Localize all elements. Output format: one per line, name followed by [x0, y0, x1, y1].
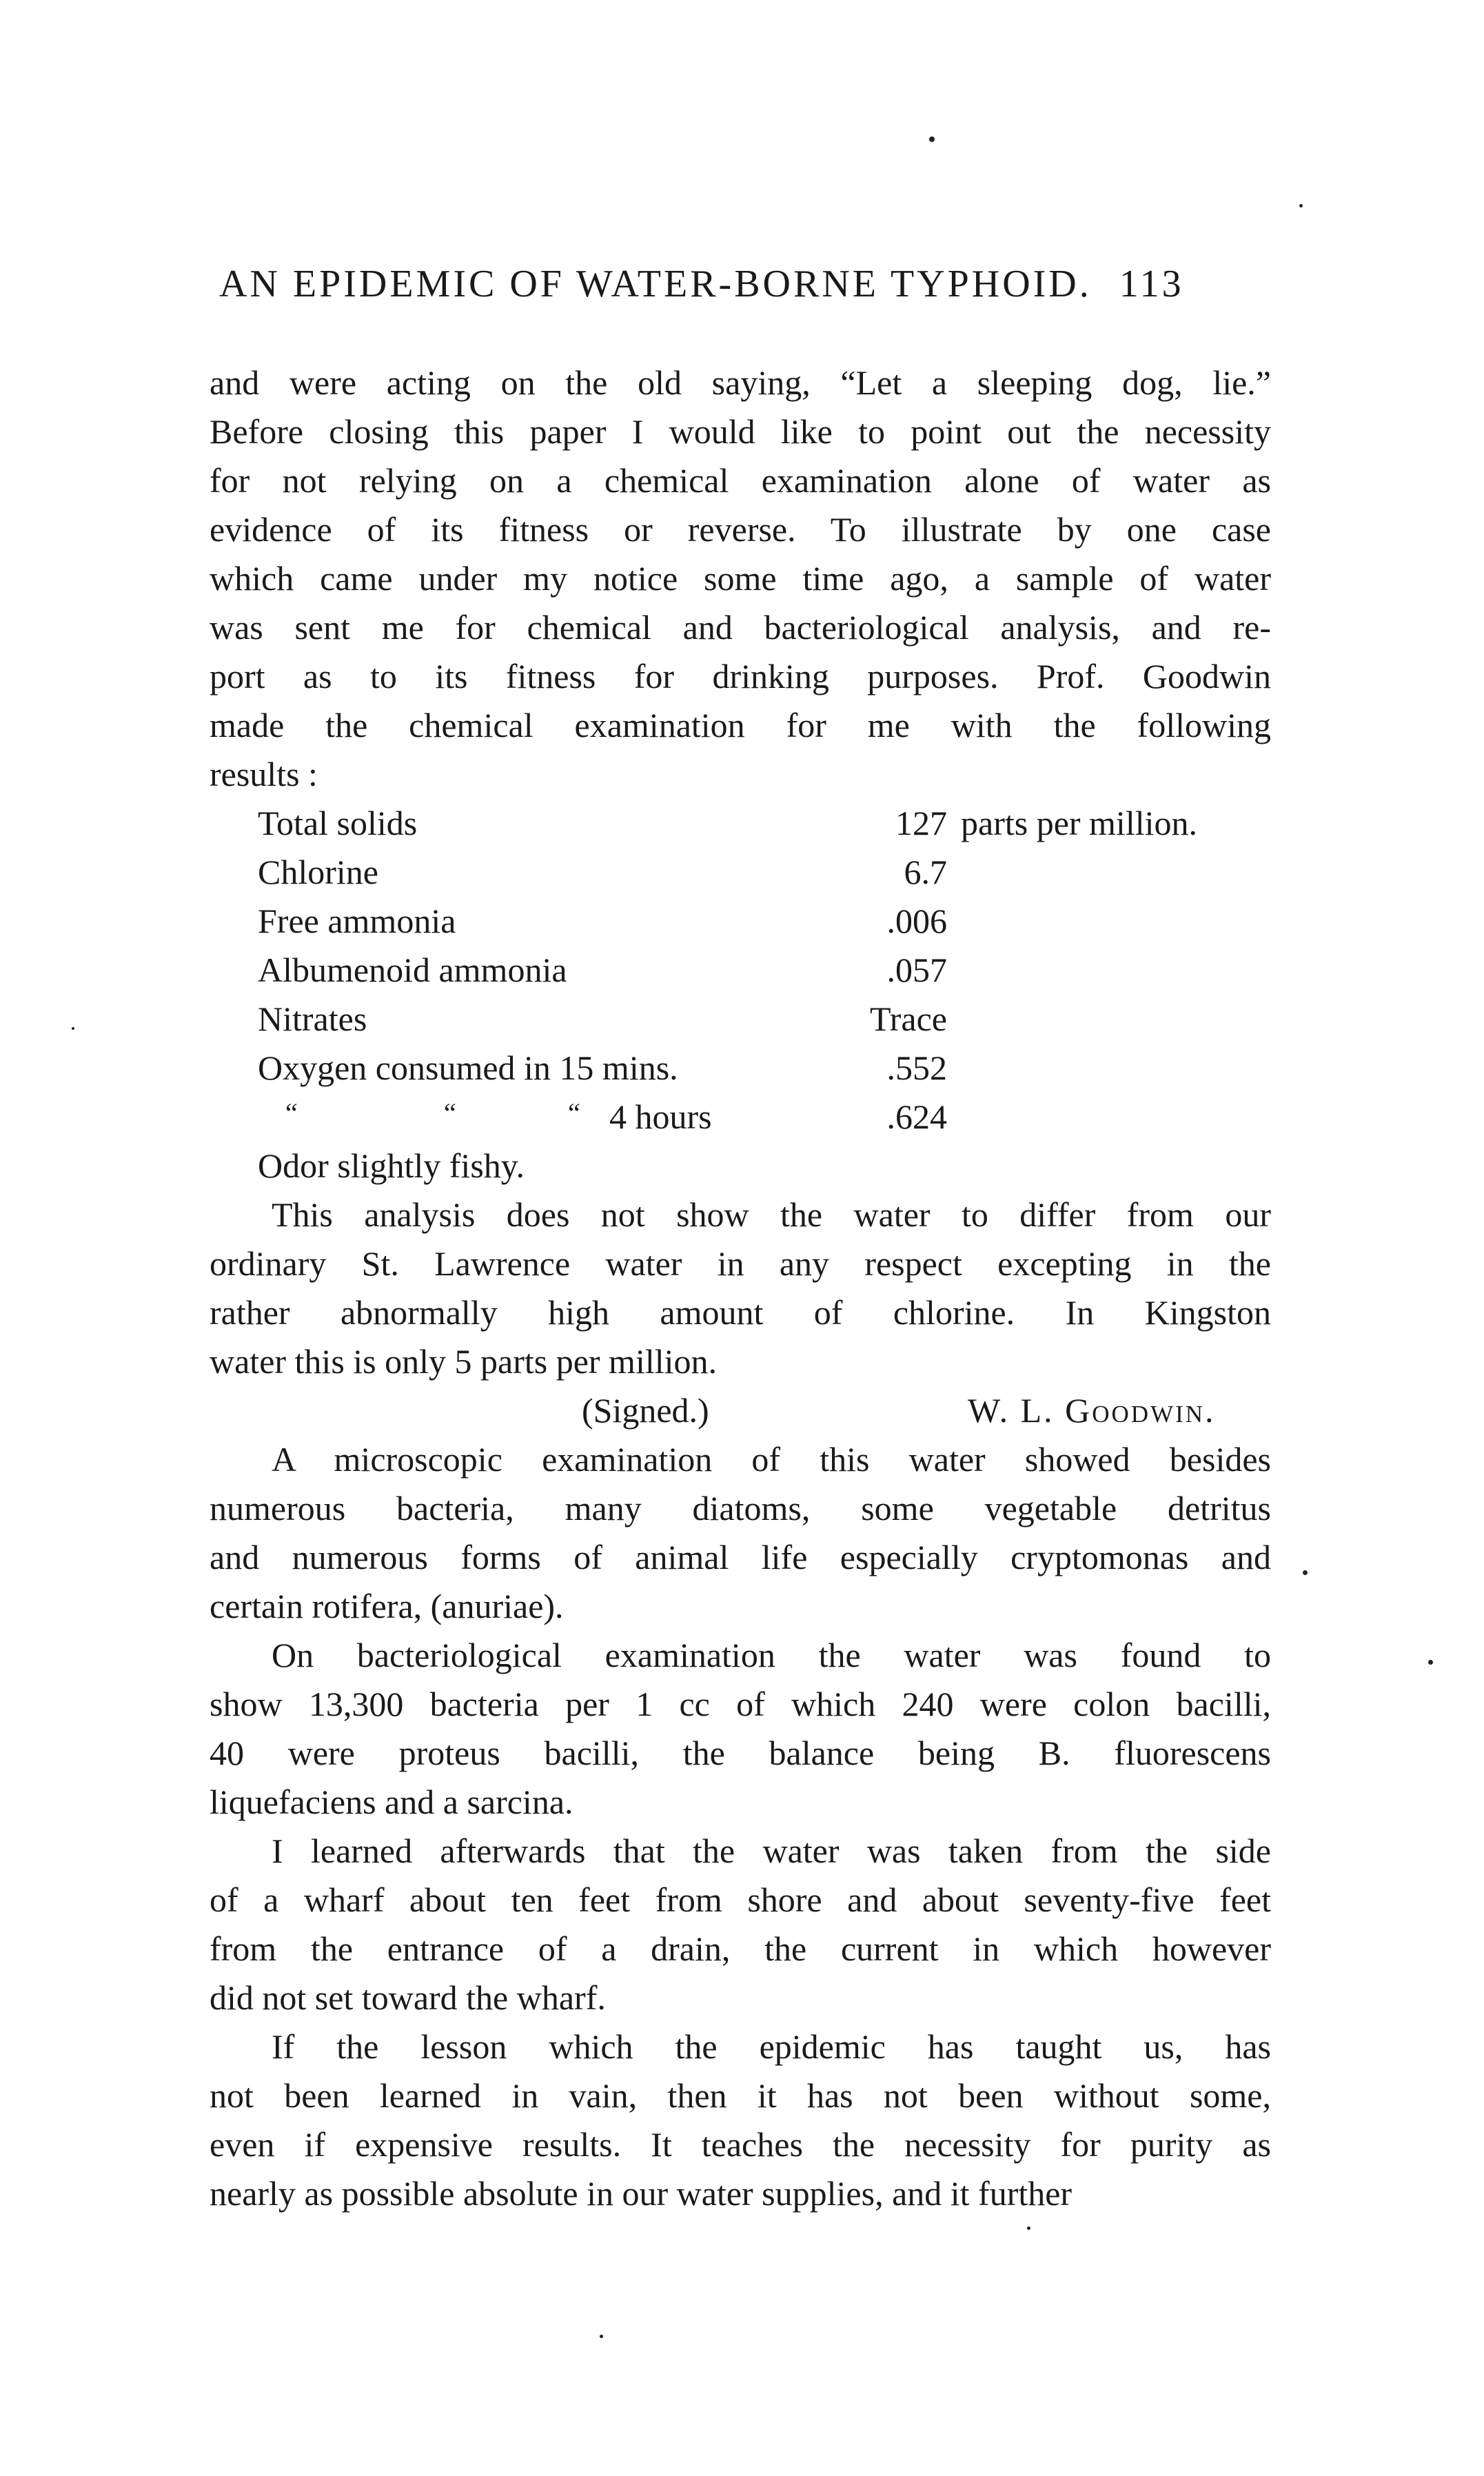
text-line: Before closing this paper I would like to point out the necessity: [210, 412, 1271, 451]
text-line: and were acting on the old saying, “Let a sleeping dog, lie.”: [210, 363, 1271, 402]
paragraph: [210, 2022, 1271, 2218]
analysis-value: .552: [886, 1048, 947, 1087]
text-line: for not relying on a chemical examination alone of water as: [210, 461, 1271, 500]
text-line: was sent me for chemical and bacteriological analysis, and re-: [210, 608, 1271, 647]
text-line: evidence of its fitness or reverse. To illustrate by one case: [210, 510, 1271, 549]
text-line: results :: [210, 755, 318, 793]
text-line: I learned afterwards that the water was taken from the side: [272, 1831, 1271, 1870]
intro-paragraph: [210, 358, 1271, 799]
analysis-row: [210, 897, 1271, 946]
text-line: This analysis does not show the water to differ from our: [272, 1195, 1271, 1234]
text-line: On bacteriological examination the water was found to: [272, 1636, 1271, 1674]
analysis-value: Trace: [869, 999, 947, 1038]
scan-speck: [72, 1027, 74, 1030]
text-line: did not set toward the wharf.: [210, 1978, 606, 2017]
text-line: certain rotifera, (anuriae).: [210, 1587, 564, 1625]
analysis-row: [210, 995, 1271, 1044]
text-line: not been learned in vain, then it has not been without some,: [210, 2076, 1271, 2115]
text-line: If the lesson which the epidemic has taught us, has: [272, 2027, 1271, 2066]
text-line: water this is only 5 parts per million.: [210, 1342, 718, 1381]
text-line: and numerous forms of animal life especially cryptomonas and: [210, 1538, 1271, 1576]
paragraph: [210, 1190, 1271, 1386]
discussion-paragraph: [210, 1190, 1271, 1386]
closing-paragraphs: [210, 1435, 1271, 2218]
analysis-label: 4 hours: [609, 1097, 712, 1136]
paragraph: [210, 358, 1271, 799]
scan-speck: [1303, 1570, 1308, 1575]
text-line: numerous bacteria, many diatoms, some vegetable detritus: [210, 1489, 1271, 1528]
analysis-label: Chlorine: [258, 853, 378, 891]
text-line: A microscopic examination of this water showed besides: [272, 1440, 1271, 1479]
scan-speck: [600, 2335, 603, 2338]
analysis-value: .006: [886, 902, 947, 940]
analysis-label: Free ammonia: [258, 902, 456, 940]
analysis-label: Albumenoid ammonia: [258, 951, 567, 989]
analysis-row: [210, 1044, 1271, 1093]
paragraph: [210, 1631, 1271, 1827]
text-line: nearly as possible absolute in our water supplies, and it further: [210, 2174, 1073, 2213]
analysis-value: .624: [886, 1097, 947, 1136]
text-line: liquefaciens and a sarcina.: [210, 1783, 573, 1821]
paragraph: [210, 1827, 1271, 2022]
text-line: rather abnormally high amount of chlorine. In Kingston: [210, 1293, 1271, 1332]
text-line: made the chemical examination for me with the following: [210, 706, 1271, 744]
paragraph: [210, 1435, 1271, 1631]
text-line: which came under my notice some time ago, a sample of water: [210, 559, 1271, 598]
scan-speck: [929, 136, 935, 142]
analysis-table: [210, 799, 1271, 1141]
text-line: ordinary St. Lawrence water in any respect excepting in the: [210, 1244, 1271, 1283]
ditto-mark: “: [285, 1097, 298, 1128]
analysis-value: .057: [886, 951, 947, 989]
signed-label: (Signed.): [582, 1391, 709, 1430]
ditto-mark: “: [568, 1097, 580, 1128]
analysis-label: Total solids: [258, 804, 418, 842]
analysis-unit: parts per million.: [961, 804, 1197, 842]
analysis-row: [210, 1093, 1271, 1141]
analysis-row: [210, 848, 1271, 897]
header-title: AN EPIDEMIC OF WATER-BORNE TYPHOID.: [219, 263, 1092, 305]
page-body: [210, 358, 1271, 2218]
analysis-row: [210, 946, 1271, 995]
page-number: 113: [1119, 263, 1184, 305]
odor-note: Odor slightly fishy.: [258, 1146, 525, 1185]
text-line: port as to its fitness for drinking purposes. Prof. Goodwin: [210, 657, 1271, 696]
text-line: even if expensive results. It teaches the necessity for purity as: [210, 2125, 1271, 2164]
text-line: of a wharf about ten feet from shore and about seventy-five feet: [210, 1880, 1271, 1919]
signature-line: [210, 1386, 1271, 1435]
analysis-value: 127: [895, 804, 947, 842]
text-line: from the entrance of a drain, the current in which however: [210, 1929, 1271, 1968]
scan-speck: [1299, 204, 1303, 207]
analysis-label: Oxygen consumed in 15 mins.: [258, 1048, 678, 1087]
analysis-label: Nitrates: [258, 999, 367, 1038]
analysis-value: 6.7: [904, 853, 947, 891]
text-line: 40 were proteus bacilli, the balance being B. fluorescens: [210, 1734, 1271, 1772]
analysis-row: [210, 799, 1271, 848]
ditto-mark: “: [444, 1097, 456, 1128]
scan-speck: [1027, 2226, 1030, 2230]
running-header: [219, 262, 1322, 306]
scan-speck: [1428, 1660, 1433, 1665]
signatory-name: W. L. Goodwin.: [968, 1391, 1216, 1430]
text-line: show 13,300 bacteria per 1 cc of which 240 were colon bacilli,: [210, 1685, 1271, 1723]
